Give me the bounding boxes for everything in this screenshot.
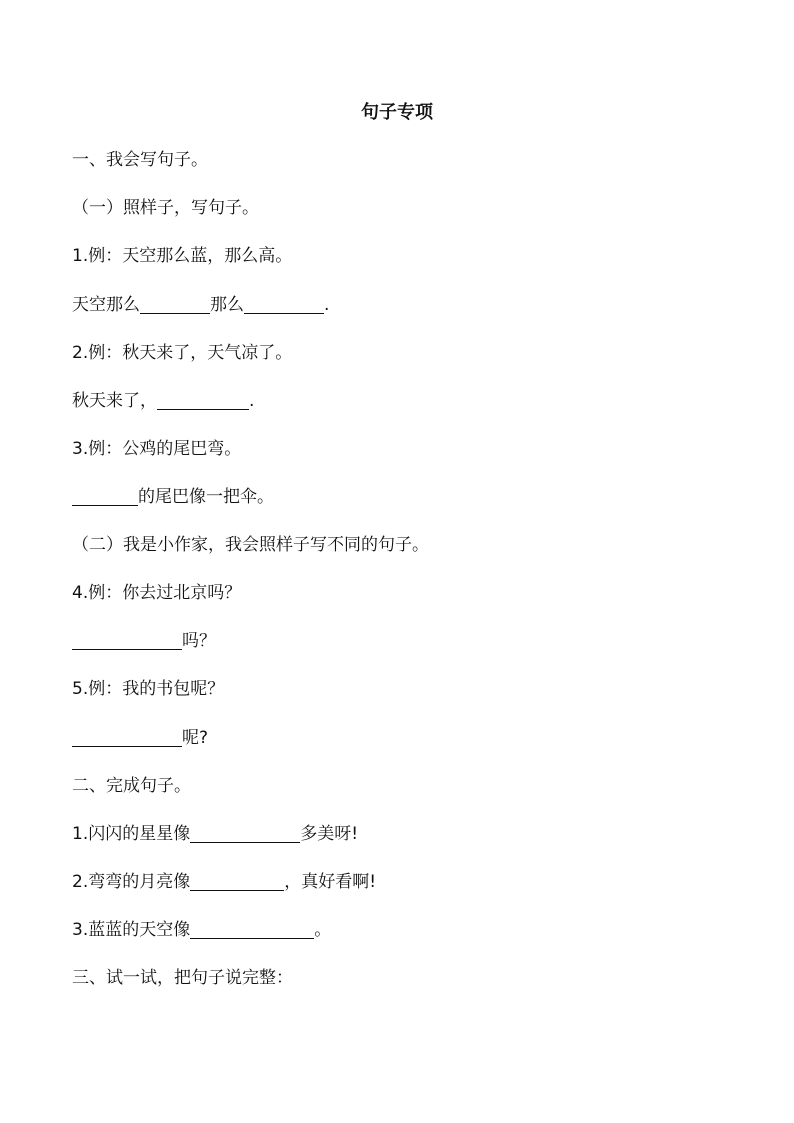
question-5-answer-line: 呢? <box>72 726 208 750</box>
question-5-example: 5.例：我的书包呢？ <box>72 679 225 699</box>
question-3-example: 3.例：公鸡的尾巴弯。 <box>72 439 242 459</box>
question-2-example: 2.例：秋天来了，天气凉了。 <box>72 343 293 363</box>
question-4-answer-line: 吗？ <box>72 629 216 653</box>
completion-3-line: 3.蓝蓝的天空像 。 <box>72 920 332 940</box>
answer-blank[interactable] <box>244 293 324 314</box>
answer-blank[interactable] <box>190 870 284 891</box>
page-title: 句子专项 <box>361 102 433 123</box>
question-2-answer-line: 秋天来了， . <box>72 391 255 411</box>
answer-blank[interactable] <box>72 726 182 747</box>
answer-blank[interactable] <box>72 485 138 506</box>
subsection-heading-1: （一）照样子，写句子。 <box>72 198 259 218</box>
question-3-answer-line: 的尾巴像一把伞。 <box>72 485 274 509</box>
question-1-example: 1.例：天空那么蓝，那么高。 <box>72 246 293 266</box>
question-4-example: 4.例：你去过北京吗？ <box>72 583 242 603</box>
subsection-heading-2: （二）我是小作家，我会照样子写不同的句子。 <box>72 535 429 555</box>
section-heading-3: 三、试一试，把句子说完整： <box>72 968 293 988</box>
answer-blank[interactable] <box>190 822 300 843</box>
section-heading-1: 一、我会写句子。 <box>72 150 208 170</box>
answer-blank[interactable] <box>72 629 182 650</box>
answer-blank[interactable] <box>190 918 314 939</box>
completion-2-line: 2.弯弯的月亮像 ，真好看啊! <box>72 872 377 892</box>
answer-blank[interactable] <box>157 389 249 410</box>
question-1-answer-line: 天空那么 那么 . <box>72 295 330 315</box>
section-heading-2: 二、完成句子。 <box>72 776 191 796</box>
completion-1-line: 1.闪闪的星星像 多美呀! <box>72 824 359 844</box>
answer-blank[interactable] <box>140 293 210 314</box>
